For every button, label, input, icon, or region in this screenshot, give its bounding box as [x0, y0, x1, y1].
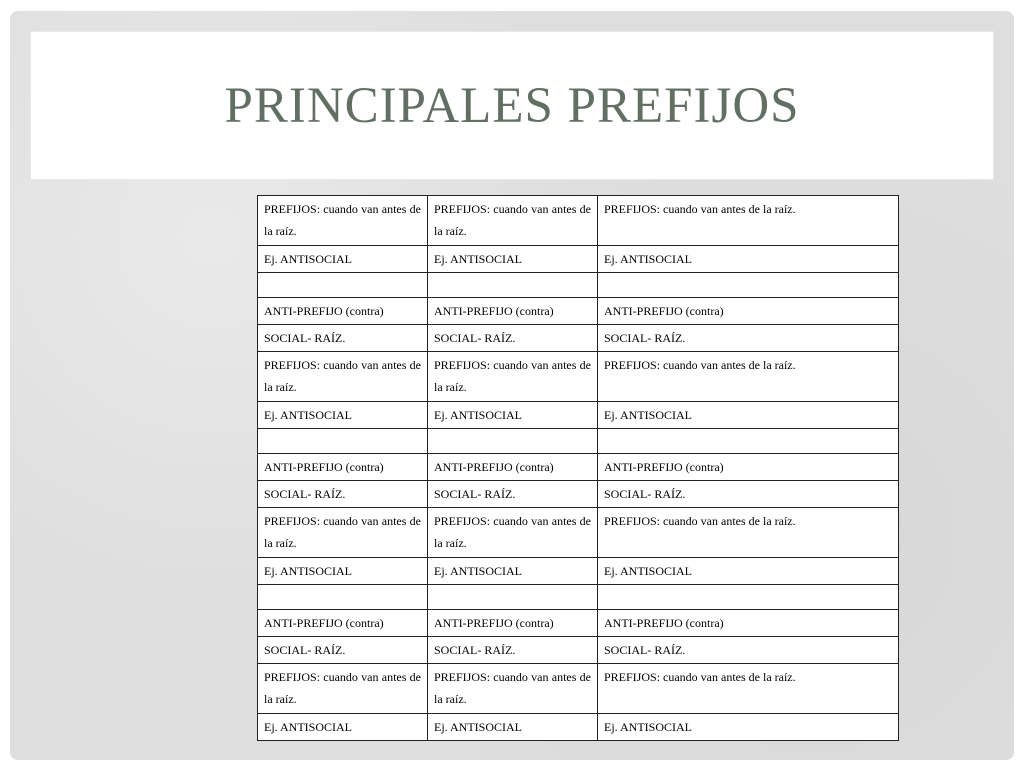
- table-cell: SOCIAL- RAÍZ.: [428, 481, 598, 508]
- table-cell: SOCIAL- RAÍZ.: [258, 481, 428, 508]
- table-cell: ANTI-PREFIJO (contra): [258, 610, 428, 637]
- table-cell: Ej. ANTISOCIAL: [428, 246, 598, 273]
- table-cell: [428, 273, 598, 298]
- table-row: [258, 558, 899, 585]
- table-cell: SOCIAL- RAÍZ.: [258, 637, 428, 664]
- table-cell: ANTI-PREFIJO (contra): [428, 454, 598, 481]
- table-row: [258, 429, 899, 454]
- table-cell: SOCIAL- RAÍZ.: [598, 325, 899, 352]
- table-cell: PREFIJOS: cuando van antes de la raíz.: [428, 508, 598, 558]
- table-cell: [428, 429, 598, 454]
- table-cell: PREFIJOS: cuando van antes de la raíz.: [428, 352, 598, 402]
- table-cell: PREFIJOS: cuando van antes de la raíz.: [258, 352, 428, 402]
- table-cell: [258, 585, 428, 610]
- prefixes-table: [257, 195, 899, 741]
- table-cell: Ej. ANTISOCIAL: [258, 558, 428, 585]
- table-row: [258, 273, 899, 298]
- table-row: [258, 246, 899, 273]
- table-cell: ANTI-PREFIJO (contra): [598, 610, 899, 637]
- table-row: [258, 714, 899, 741]
- table-cell: PREFIJOS: cuando van antes de la raíz.: [428, 196, 598, 246]
- table-cell: Ej. ANTISOCIAL: [598, 714, 899, 741]
- table-cell: SOCIAL- RAÍZ.: [428, 637, 598, 664]
- table-cell: PREFIJOS: cuando van antes de la raíz.: [258, 664, 428, 714]
- table-cell: ANTI-PREFIJO (contra): [428, 298, 598, 325]
- table-row: [258, 196, 899, 246]
- table-cell: Ej. ANTISOCIAL: [428, 714, 598, 741]
- table-cell: ANTI-PREFIJO (contra): [598, 454, 899, 481]
- table-cell: [598, 273, 899, 298]
- table-cell: ANTI-PREFIJO (contra): [598, 298, 899, 325]
- table-cell: Ej. ANTISOCIAL: [428, 558, 598, 585]
- slide-title: PRINCIPALES PREFIJOS: [224, 77, 800, 134]
- table-cell: ANTI-PREFIJO (contra): [428, 610, 598, 637]
- table-cell: PREFIJOS: cuando van antes de la raíz.: [598, 196, 899, 246]
- table-row: [258, 637, 899, 664]
- table-row: [258, 454, 899, 481]
- table-cell: [258, 273, 428, 298]
- table-cell: [258, 429, 428, 454]
- table-cell: PREFIJOS: cuando van antes de la raíz.: [598, 508, 899, 558]
- table-cell: SOCIAL- RAÍZ.: [428, 325, 598, 352]
- table-cell: ANTI-PREFIJO (contra): [258, 454, 428, 481]
- table-cell: Ej. ANTISOCIAL: [428, 402, 598, 429]
- table-cell: PREFIJOS: cuando van antes de la raíz.: [598, 352, 899, 402]
- table-row: [258, 664, 899, 714]
- table-row: [258, 481, 899, 508]
- table-row: [258, 298, 899, 325]
- table-cell: SOCIAL- RAÍZ.: [598, 481, 899, 508]
- table-cell: Ej. ANTISOCIAL: [598, 558, 899, 585]
- table-cell: Ej. ANTISOCIAL: [598, 402, 899, 429]
- table-cell: [598, 585, 899, 610]
- table-row: [258, 508, 899, 558]
- table-row: [258, 325, 899, 352]
- table-cell: Ej. ANTISOCIAL: [258, 246, 428, 273]
- title-box: [31, 32, 993, 179]
- table-cell: Ej. ANTISOCIAL: [598, 246, 899, 273]
- table-cell: Ej. ANTISOCIAL: [258, 402, 428, 429]
- table-cell: PREFIJOS: cuando van antes de la raíz.: [258, 508, 428, 558]
- table-row: [258, 610, 899, 637]
- table-cell: SOCIAL- RAÍZ.: [258, 325, 428, 352]
- table-cell: Ej. ANTISOCIAL: [258, 714, 428, 741]
- table-row: [258, 352, 899, 402]
- table-cell: [598, 429, 899, 454]
- table-cell: [428, 585, 598, 610]
- table-row: [258, 585, 899, 610]
- table-body: [258, 196, 899, 741]
- table-cell: ANTI-PREFIJO (contra): [258, 298, 428, 325]
- table-cell: PREFIJOS: cuando van antes de la raíz.: [598, 664, 899, 714]
- table-cell: SOCIAL- RAÍZ.: [598, 637, 899, 664]
- table-cell: PREFIJOS: cuando van antes de la raíz.: [428, 664, 598, 714]
- table-row: [258, 402, 899, 429]
- slide: [10, 11, 1014, 760]
- table-cell: PREFIJOS: cuando van antes de la raíz.: [258, 196, 428, 246]
